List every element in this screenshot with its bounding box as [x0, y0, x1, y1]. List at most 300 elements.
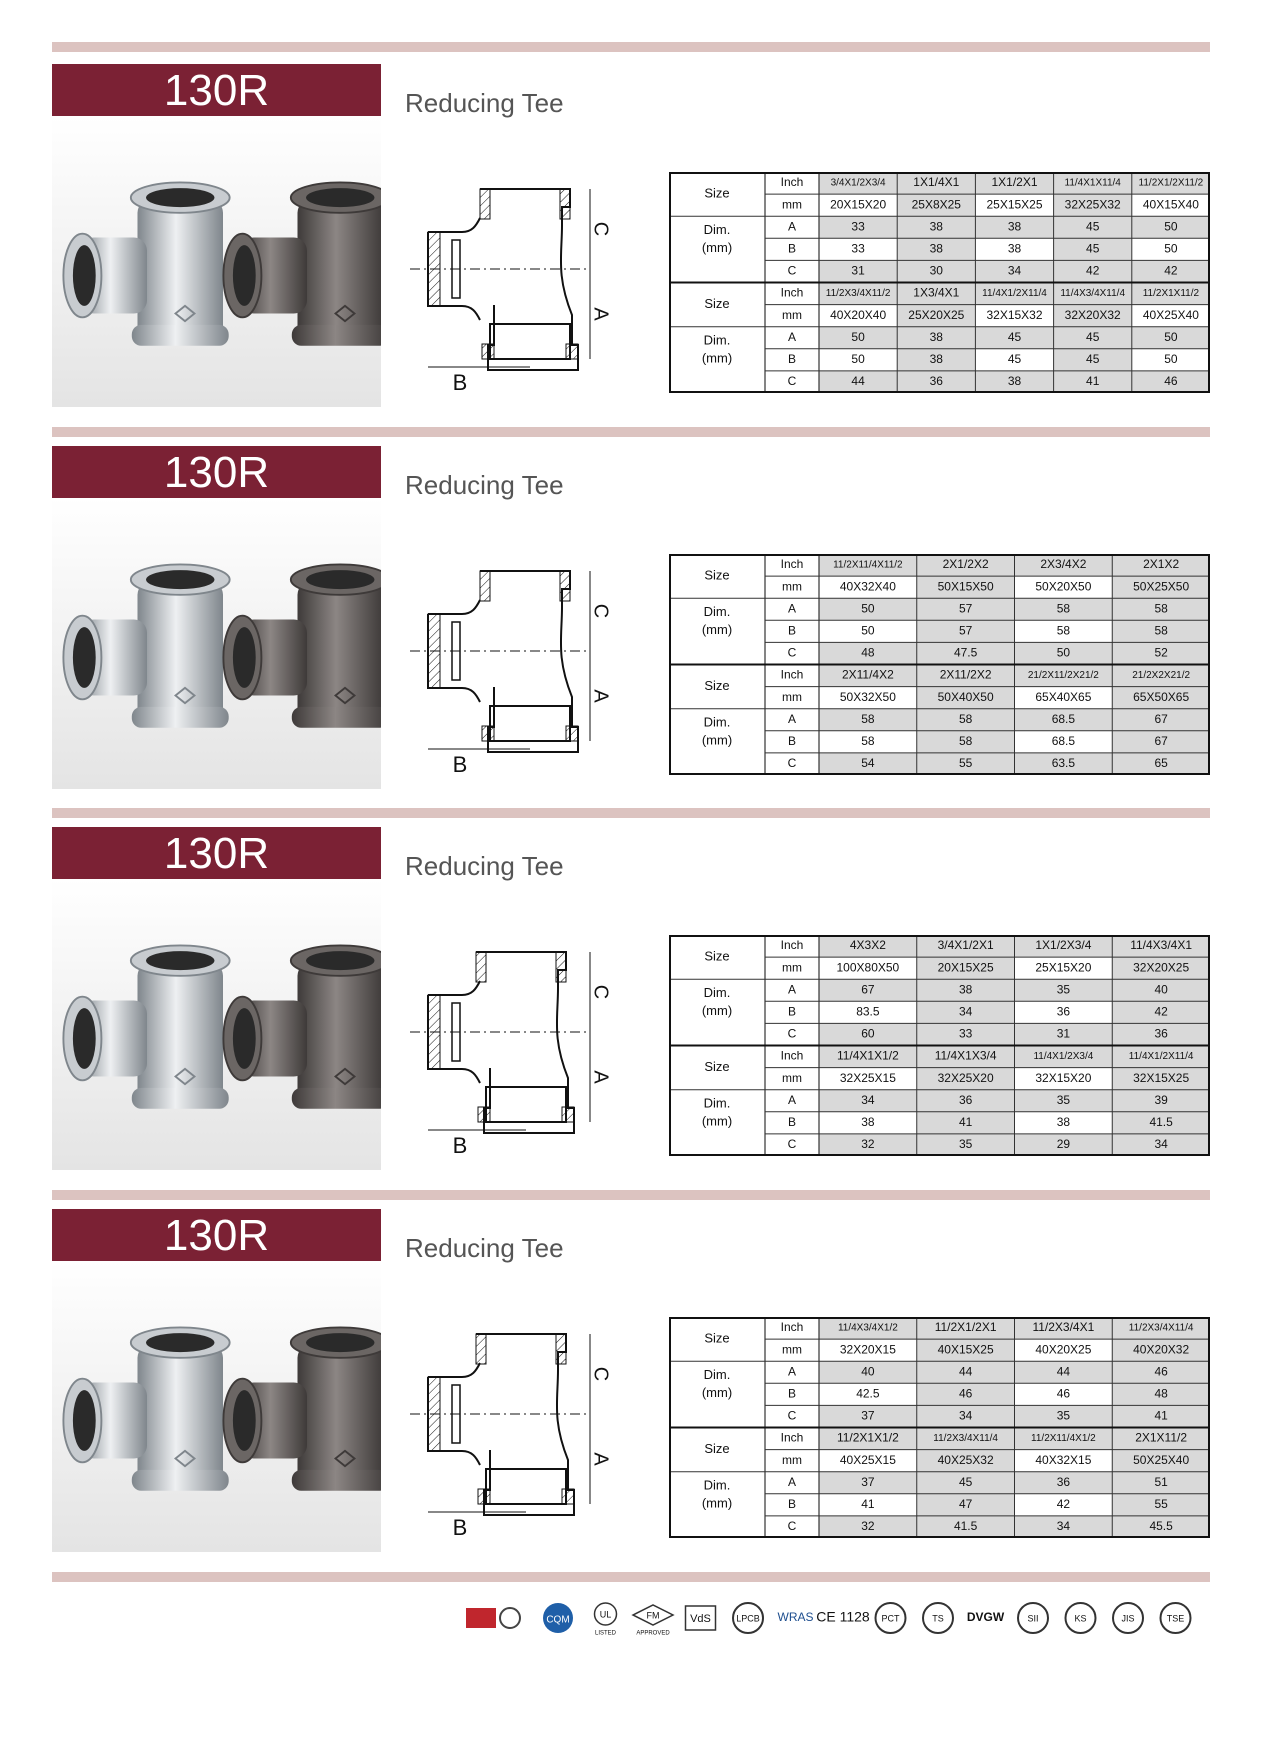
table-cell: 38	[929, 352, 943, 367]
row-sublabel-mm: mm	[782, 689, 802, 704]
table-cell: 46	[1056, 1386, 1071, 1401]
table-cell: 34	[1056, 1519, 1071, 1534]
certification-logos	[466, 1598, 1210, 1638]
table-cell: 67	[1154, 711, 1168, 726]
row-label-dim: Dim.	[703, 1366, 731, 1382]
table-cell: 11/2X1/2X11/2	[1138, 177, 1204, 189]
table-cell: 50	[1164, 329, 1178, 344]
row-sublabel-c: C	[787, 1137, 797, 1152]
row-sublabel-inch: Inch	[780, 1048, 804, 1063]
product-code: 130R	[52, 827, 381, 879]
product-title: Reducing Tee	[405, 851, 564, 881]
table-cell: 11/2X1X1/2	[836, 1430, 899, 1445]
dim-label-b: B	[452, 751, 468, 777]
product-code: 130R	[52, 64, 381, 116]
table-cell: 40X25X15	[839, 1452, 896, 1467]
table-cell: 42	[1086, 263, 1100, 278]
table-cell: 36	[929, 374, 943, 389]
cert-logo	[595, 1603, 617, 1637]
row-sublabel-a: A	[787, 1474, 797, 1489]
product-photo	[52, 879, 381, 1170]
table-cell: 38	[929, 329, 943, 344]
table-cell: 32	[861, 1137, 875, 1152]
cert-logo	[876, 1603, 906, 1633]
table-cell: 32X15X20	[1035, 1070, 1092, 1085]
dim-label-b: B	[452, 369, 468, 395]
table-cell: 11/2X1/2X1	[934, 1320, 997, 1335]
row-sublabel-b: B	[787, 1386, 797, 1401]
table-cell: 50X15X50	[937, 579, 994, 594]
row-label-dim: Dim.	[703, 1477, 731, 1493]
table-cell: 67	[1154, 734, 1168, 749]
row-label-dim: Dim.	[703, 221, 731, 237]
table-cell: 21/2X11/2X21/2	[1027, 670, 1099, 682]
table-cell: 31	[851, 263, 865, 278]
table-cell: 25X15X20	[1035, 960, 1092, 975]
table-cell: 36	[1154, 1026, 1168, 1041]
table-cell: 2X1X11/2	[1135, 1430, 1188, 1445]
table-cell: 46	[958, 1386, 973, 1401]
table-cell: 50	[861, 623, 875, 638]
table-cell: 36	[958, 1092, 973, 1107]
table-cell: 50	[1164, 219, 1178, 234]
table-cell: 32X25X32	[1064, 197, 1121, 212]
row-label-dim-unit: (mm)	[701, 1002, 733, 1018]
table-cell: 38	[1007, 219, 1022, 234]
table-cell: 55	[1154, 1497, 1168, 1512]
cert-name: TSE	[1166, 1613, 1185, 1624]
cert-name-part: FM	[646, 1610, 660, 1621]
table-cell: 58	[861, 734, 875, 749]
cert-name: CQM	[546, 1614, 570, 1626]
row-label-size: Size	[704, 678, 730, 694]
product-section	[0, 827, 1268, 1172]
table-cell: 34	[861, 1092, 875, 1107]
table-cell: 54	[861, 756, 875, 771]
table-cell: 40X32X15	[1035, 1452, 1092, 1467]
row-label-size: Size	[704, 1441, 730, 1457]
dimension-table	[669, 935, 1210, 1156]
table-cell: 45	[1007, 329, 1022, 344]
table-cell: 32X25X15	[839, 1070, 896, 1085]
row-sublabel-inch: Inch	[780, 175, 804, 190]
table-cell: 2X1X2	[1143, 557, 1180, 572]
cert-name: DVGW	[966, 1610, 1005, 1625]
row-sublabel-c: C	[787, 1408, 797, 1423]
table-cell: 11/2X11/4X1/2	[1031, 1433, 1096, 1445]
row-label-dim: Dim.	[703, 984, 731, 1000]
dim-label-c: C	[589, 221, 610, 237]
table-cell: 11/4X1/2X11/4	[1128, 1051, 1194, 1063]
row-sublabel-c: C	[787, 756, 797, 771]
row-sublabel-a: A	[787, 1364, 797, 1379]
cert-name: VdS	[690, 1612, 711, 1625]
table-cell: 58	[1154, 623, 1168, 638]
table-cell: 50X40X50	[937, 689, 994, 704]
table-cell: 11/4X3/4X11/4	[1060, 288, 1126, 300]
product-code: 130R	[52, 446, 381, 498]
table-cell: 50X25X50	[1133, 579, 1190, 594]
row-sublabel-mm: mm	[782, 579, 802, 594]
table-cell: 40X25X32	[937, 1452, 994, 1467]
cert-name: LISTED	[594, 1630, 617, 1637]
table-cell: 11/4X1X3/4	[934, 1048, 997, 1063]
table-cell: 25X15X25	[986, 197, 1043, 212]
table-cell: 37	[861, 1474, 875, 1489]
table-cell: 4X3X2	[849, 938, 886, 953]
row-sublabel-b: B	[787, 352, 797, 367]
row-label-size: Size	[704, 948, 730, 964]
table-cell: 47	[958, 1497, 973, 1512]
table-cell: 42	[1056, 1497, 1071, 1512]
row-sublabel-c: C	[787, 1519, 797, 1534]
cert-logo	[778, 1610, 814, 1624]
table-cell: 2X11/4X2	[841, 667, 894, 682]
table-cell: 25X20X25	[908, 307, 965, 322]
table-cell: 11/4X1/2X11/4	[982, 288, 1047, 300]
cert-logo	[633, 1605, 673, 1637]
table-cell: 41	[1086, 374, 1100, 389]
table-cell: 50	[861, 601, 875, 616]
cert-name: JIS	[1121, 1613, 1135, 1624]
cert-logo	[1161, 1603, 1191, 1633]
iso-seal-icon	[500, 1608, 520, 1628]
cert-logo	[923, 1603, 953, 1633]
table-cell: 50	[1164, 352, 1178, 367]
table-cell: 45	[1086, 219, 1100, 234]
row-sublabel-c: C	[787, 374, 797, 389]
row-label-size: Size	[704, 1330, 730, 1346]
row-label-dim: Dim.	[703, 332, 731, 348]
table-cell: 83.5	[856, 1004, 880, 1019]
table-cell: 41.5	[953, 1519, 978, 1534]
table-cell: 11/2X1X11/2	[1142, 288, 1200, 300]
table-cell: 47.5	[953, 645, 978, 660]
product-title: Reducing Tee	[405, 1233, 564, 1263]
table-cell: 32X15X25	[1133, 1070, 1190, 1085]
table-cell: 50X20X50	[1035, 579, 1092, 594]
table-cell: 46	[1164, 374, 1178, 389]
table-cell: 35	[958, 1137, 973, 1152]
dim-label-a: A	[589, 1070, 610, 1084]
row-label-dim: Dim.	[703, 1095, 731, 1111]
row-sublabel-mm: mm	[782, 960, 802, 975]
table-cell: 32X25X20	[937, 1070, 994, 1085]
table-cell: 45	[1007, 352, 1022, 367]
divider	[52, 808, 1210, 818]
dimension-table	[669, 172, 1210, 393]
table-cell: 40X32X40	[839, 579, 896, 594]
table-cell: 11/2X11/4X11/2	[833, 559, 903, 571]
table-cell: 32X20X25	[1133, 960, 1190, 975]
table-cell: 42.5	[856, 1386, 880, 1401]
table-cell: 11/4X1X11/4	[1064, 177, 1121, 189]
table-cell: 21/2X2X21/2	[1132, 670, 1191, 682]
table-cell: 50	[1056, 645, 1071, 660]
row-sublabel-inch: Inch	[780, 667, 804, 682]
dimension-drawing	[400, 1329, 610, 1544]
table-cell: 39	[1154, 1092, 1168, 1107]
table-cell: 55	[958, 756, 973, 771]
cert-logo	[967, 1610, 1005, 1624]
row-label-dim-unit: (mm)	[701, 732, 733, 748]
table-cell: 38	[1007, 374, 1022, 389]
row-sublabel-inch: Inch	[780, 938, 804, 953]
row-label-size: Size	[704, 185, 730, 201]
table-cell: 11/2X3/4X1	[1032, 1320, 1095, 1335]
table-cell: 25X8X25	[911, 197, 961, 212]
table-cell: 52	[1154, 645, 1168, 660]
product-section	[0, 64, 1268, 409]
row-label-size: Size	[704, 567, 730, 583]
table-cell: 58	[861, 711, 875, 726]
table-cell: 2X3/4X2	[1040, 557, 1087, 572]
row-label-size: Size	[704, 1059, 730, 1075]
cert-logo	[686, 1606, 716, 1630]
cert-name: TS	[932, 1613, 944, 1624]
table-cell: 50X32X50	[839, 689, 896, 704]
iso-badge-icon	[466, 1608, 496, 1628]
row-label-dim-unit: (mm)	[701, 1113, 733, 1129]
row-label-dim: Dim.	[703, 714, 731, 730]
table-cell: 36	[1056, 1474, 1071, 1489]
table-cell: 40	[1154, 982, 1168, 997]
table-cell: 40X15X25	[937, 1342, 994, 1357]
row-sublabel-a: A	[787, 329, 797, 344]
table-cell: 65	[1154, 756, 1168, 771]
row-sublabel-c: C	[787, 645, 797, 660]
table-cell: 1X1/4X1	[913, 175, 960, 190]
table-cell: 33	[851, 241, 865, 256]
row-label-size: Size	[704, 296, 730, 312]
cert-name: KS	[1074, 1613, 1087, 1624]
row-label-dim: Dim.	[703, 603, 731, 619]
table-cell: 44	[958, 1364, 973, 1379]
divider	[52, 1572, 1210, 1582]
table-cell: 68.5	[1051, 711, 1076, 726]
table-cell: 48	[1154, 1386, 1168, 1401]
row-sublabel-mm: mm	[782, 1342, 802, 1357]
table-cell: 50	[851, 352, 865, 367]
row-label-dim-unit: (mm)	[701, 1384, 733, 1400]
table-cell: 35	[1056, 982, 1071, 997]
table-cell: 65X50X65	[1133, 689, 1190, 704]
product-photo	[52, 498, 381, 789]
table-cell: 2X1/2X2	[942, 557, 989, 572]
divider	[52, 427, 1210, 437]
table-cell: 41	[1154, 1408, 1168, 1423]
table-cell: 1X3/4X1	[913, 285, 960, 300]
cert-logo	[1113, 1603, 1143, 1633]
cert-name: APPROVED	[636, 1630, 670, 1637]
table-cell: 3/4X1/2X1	[937, 938, 994, 953]
row-sublabel-b: B	[787, 1115, 797, 1130]
table-cell: 32X20X32	[1064, 307, 1121, 322]
table-cell: 38	[861, 1115, 875, 1130]
cert-logo	[733, 1603, 763, 1633]
product-code: 130R	[52, 1209, 381, 1261]
row-sublabel-mm: mm	[782, 1070, 802, 1085]
table-cell: 45.5	[1149, 1519, 1173, 1534]
row-sublabel-c: C	[787, 1026, 797, 1041]
row-sublabel-inch: Inch	[780, 285, 804, 300]
table-cell: 11/4X1X1/2	[836, 1048, 899, 1063]
dimension-drawing	[400, 184, 610, 399]
dim-label-b: B	[452, 1514, 468, 1540]
product-title: Reducing Tee	[405, 88, 564, 118]
table-cell: 50	[851, 329, 865, 344]
table-cell: 34	[958, 1004, 973, 1019]
cert-name: WRAS	[777, 1610, 814, 1625]
product-section	[0, 446, 1268, 791]
table-cell: 38	[929, 219, 943, 234]
table-cell: 60	[861, 1026, 875, 1041]
product-photo	[52, 116, 381, 407]
table-cell: 57	[958, 623, 973, 638]
table-cell: 11/2X3/4X11/4	[1128, 1322, 1194, 1334]
table-cell: 20X15X20	[830, 197, 887, 212]
table-cell: 37	[861, 1408, 875, 1423]
row-sublabel-b: B	[787, 1497, 797, 1512]
table-cell: 65X40X65	[1035, 689, 1092, 704]
cert-name: SII	[1027, 1613, 1039, 1624]
table-cell: 58	[1056, 601, 1071, 616]
table-cell: 33	[958, 1026, 973, 1041]
table-cell: 11/4X3/4X1	[1130, 938, 1193, 953]
table-cell: 11/4X3/4X1/2	[837, 1322, 898, 1334]
table-cell: 20X15X25	[937, 960, 994, 975]
table-cell: 40X15X40	[1142, 197, 1199, 212]
product-photo	[52, 1261, 381, 1552]
row-sublabel-b: B	[787, 734, 797, 749]
table-cell: 34	[958, 1408, 973, 1423]
table-cell: 2X11/2X2	[939, 667, 992, 682]
table-cell: 44	[851, 374, 865, 389]
dimension-table	[669, 554, 1210, 775]
table-cell: 38	[1056, 1115, 1071, 1130]
row-label-dim-unit: (mm)	[701, 350, 733, 366]
table-cell: 1X1/2X1	[991, 175, 1038, 190]
table-cell: 63.5	[1051, 756, 1076, 771]
dim-label-a: A	[589, 1452, 610, 1466]
row-sublabel-a: A	[787, 601, 797, 616]
row-label-dim-unit: (mm)	[701, 1495, 733, 1511]
table-cell: 46	[1154, 1364, 1168, 1379]
table-cell: 34	[1007, 263, 1022, 278]
dim-label-b: B	[452, 1132, 468, 1158]
table-cell: 67	[861, 982, 875, 997]
table-cell: 42	[1154, 1004, 1168, 1019]
product-section	[0, 1209, 1268, 1554]
table-cell: 40X20X25	[1035, 1342, 1092, 1357]
table-cell: 40X20X32	[1133, 1342, 1190, 1357]
cert-name: LPCB	[736, 1613, 760, 1624]
table-cell: 41	[958, 1115, 973, 1130]
row-sublabel-b: B	[787, 241, 797, 256]
table-cell: 45	[1086, 352, 1100, 367]
table-cell: 29	[1056, 1137, 1071, 1152]
table-cell: 34	[1154, 1137, 1168, 1152]
table-cell: 32X15X32	[986, 307, 1043, 322]
divider	[52, 1190, 1210, 1200]
table-cell: 40X25X40	[1142, 307, 1199, 322]
dim-label-c: C	[589, 1366, 610, 1382]
table-cell: 32	[861, 1519, 875, 1534]
table-cell: 31	[1056, 1026, 1071, 1041]
row-sublabel-inch: Inch	[780, 1320, 804, 1335]
row-sublabel-inch: Inch	[780, 1430, 804, 1445]
dimension-drawing	[400, 566, 610, 781]
dim-label-c: C	[589, 984, 610, 1000]
table-cell: 58	[958, 734, 973, 749]
cert-name: PCT	[881, 1613, 900, 1624]
table-cell: 58	[1154, 601, 1168, 616]
cert-logo	[1066, 1603, 1096, 1633]
cert-logo	[816, 1609, 870, 1625]
row-sublabel-inch: Inch	[780, 557, 804, 572]
row-sublabel-c: C	[787, 263, 797, 278]
table-cell: 40X20X40	[830, 307, 887, 322]
table-cell: 38	[929, 241, 943, 256]
table-cell: 11/2X3/4X11/2	[825, 288, 891, 300]
row-sublabel-a: A	[787, 219, 797, 234]
dimension-table	[669, 1317, 1210, 1538]
table-cell: 36	[1056, 1004, 1071, 1019]
row-sublabel-a: A	[787, 982, 797, 997]
row-sublabel-b: B	[787, 623, 797, 638]
table-cell: 68.5	[1051, 734, 1076, 749]
dim-label-c: C	[589, 603, 610, 619]
table-cell: 1X1/2X3/4	[1035, 938, 1092, 953]
table-cell: 3/4X1/2X3/4	[830, 177, 886, 189]
table-cell: 57	[958, 601, 973, 616]
row-sublabel-mm: mm	[782, 1452, 802, 1467]
divider	[52, 42, 1210, 52]
table-cell: 41.5	[1149, 1115, 1173, 1130]
table-cell: 48	[861, 645, 875, 660]
cert-logo	[1018, 1603, 1048, 1633]
row-sublabel-b: B	[787, 1004, 797, 1019]
table-cell: 32X20X15	[839, 1342, 896, 1357]
cert-name-part: UL	[599, 1609, 612, 1620]
table-cell: 38	[958, 982, 973, 997]
dimension-drawing	[400, 947, 610, 1162]
table-cell: 35	[1056, 1092, 1071, 1107]
table-cell: 51	[1154, 1474, 1168, 1489]
row-label-dim-unit: (mm)	[701, 621, 733, 637]
table-cell: 45	[958, 1474, 973, 1489]
table-cell: 58	[958, 711, 973, 726]
table-cell: 50X25X40	[1133, 1452, 1190, 1467]
table-cell: 42	[1164, 263, 1178, 278]
table-cell: 30	[929, 263, 943, 278]
row-sublabel-mm: mm	[782, 197, 802, 212]
row-sublabel-a: A	[787, 1092, 797, 1107]
table-cell: 11/4X1/2X3/4	[1033, 1051, 1094, 1063]
table-cell: 44	[1056, 1364, 1071, 1379]
product-title: Reducing Tee	[405, 470, 564, 500]
row-sublabel-a: A	[787, 711, 797, 726]
table-cell: 45	[1086, 329, 1100, 344]
table-cell: 38	[1007, 241, 1022, 256]
dim-label-a: A	[589, 307, 610, 321]
cert-logo	[543, 1603, 573, 1633]
row-label-dim-unit: (mm)	[701, 239, 733, 255]
cert-name: CE 1128	[816, 1608, 870, 1625]
table-cell: 100X80X50	[836, 960, 900, 975]
table-cell: 58	[1056, 623, 1071, 638]
table-cell: 41	[861, 1497, 875, 1512]
